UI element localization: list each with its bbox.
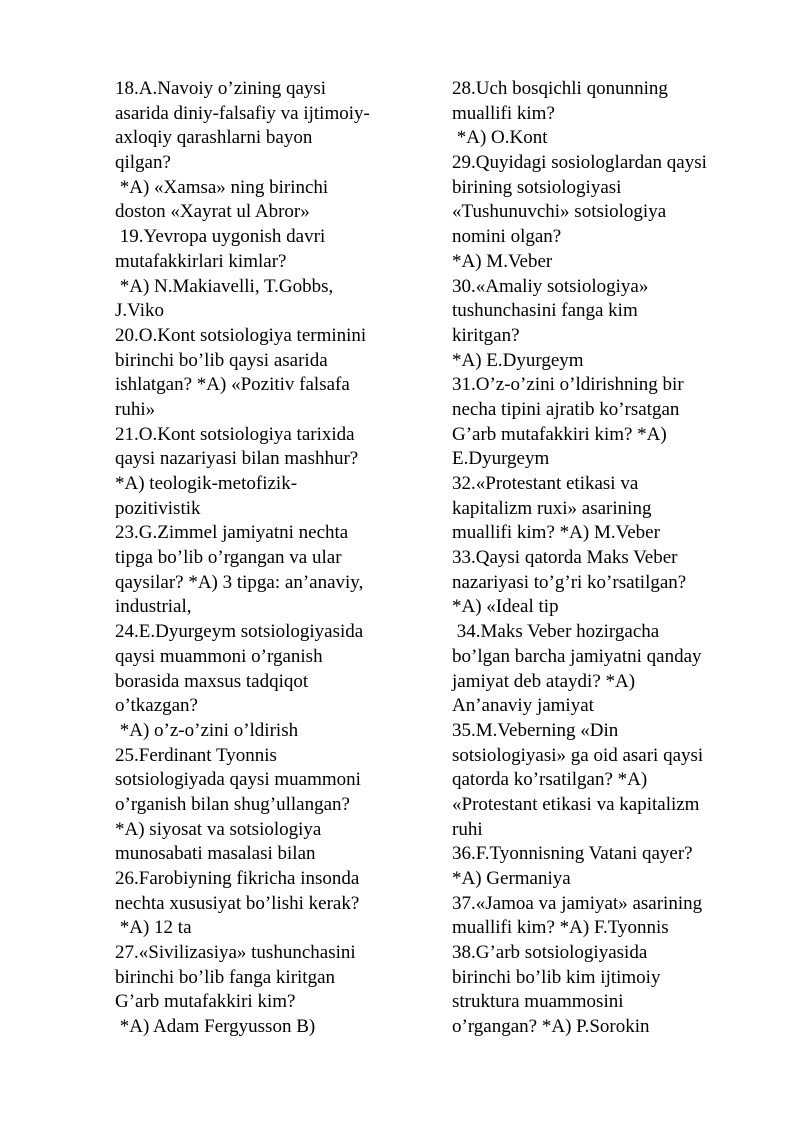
text-line: o’rgangan? *A) P.Sorokin <box>452 1016 650 1038</box>
text-line: qilgan? <box>115 152 171 174</box>
text-line: 23.G.Zimmel jamiyatni nechta <box>115 522 349 544</box>
text-line: *A) O.Kont <box>452 127 548 149</box>
text-line: *A) E.Dyurgeym <box>452 349 584 371</box>
text-line: muallifi kim? *A) F.Tyonnis <box>452 917 669 939</box>
text-line: *A) Adam Fergyusson B) <box>115 1016 316 1038</box>
text-line: o’rganish bilan shug’ullangan? <box>115 793 350 815</box>
text-line: An’anaviy jamiyat <box>452 695 594 717</box>
text-line: birinchi bo’lib fanga kiritgan <box>115 966 336 988</box>
text-line: *A) M.Veber <box>452 250 553 272</box>
text-line: sotsiologiyasi» ga oid asari qaysi <box>452 744 704 766</box>
text-line: qaysi muammoni o’rganish <box>115 645 323 667</box>
text-line: 36.F.Tyonnisning Vatani qayer? <box>452 843 693 865</box>
text-line: jamiyat deb ataydi? *A) <box>452 670 636 692</box>
text-line: kapitalizm ruxi» asarining <box>452 497 652 519</box>
text-line: 25.Ferdinant Tyonnis <box>115 744 277 766</box>
text-line: «Protestant etikasi va kapitalizm <box>452 793 700 815</box>
text-line: qaysilar? *A) 3 tipga: an’anaviy, <box>115 571 364 593</box>
text-line: ruhi <box>452 818 483 840</box>
text-line: 18.A.Navoiy o’zining qaysi <box>115 78 327 99</box>
text-line: tipga bo’lib o’rgangan va ular <box>115 547 342 569</box>
right-text-column <box>452 77 752 1040</box>
text-line: industrial, <box>115 596 192 618</box>
text-line: 32.«Protestant etikasi va <box>452 473 639 494</box>
text-line: struktura muammosini <box>452 991 624 1013</box>
text-line: doston «Xayrat ul Abror» <box>115 201 310 223</box>
text-line: *A) Germaniya <box>452 868 571 889</box>
text-line: «Tushunuvchi» sotsiologiya <box>452 201 667 223</box>
text-line: tushunchasini fanga kim <box>452 300 638 322</box>
text-line: o’tkazgan? <box>115 695 198 717</box>
text-line: 26.Farobiyning fikricha insonda <box>115 868 360 889</box>
text-line: J.Viko <box>115 300 165 322</box>
text-line: *A) «Xamsa» ning birinchi <box>115 176 329 198</box>
text-line: kiritgan? <box>452 324 520 346</box>
text-line: asarida diniy-falsafiy va ijtimoiy- <box>115 102 370 124</box>
text-line: 35.M.Veberning «Din <box>452 719 619 741</box>
text-line: 33.Qaysi qatorda Maks Veber <box>452 547 678 569</box>
text-line: nazariyasi to’g’ri ko’rsatilgan? <box>452 571 687 593</box>
text-line: G’arb mutafakkiri kim? *A) <box>452 423 667 445</box>
text-line: *A) 12 ta <box>115 917 192 939</box>
text-line: *A) N.Makiavelli, T.Gobbs, <box>115 275 334 297</box>
text-line: mutafakkirlari kimlar? <box>115 250 287 272</box>
text-line: muallifi kim? <box>452 102 555 124</box>
text-line: nomini olgan? <box>452 226 562 248</box>
text-line: muallifi kim? *A) M.Veber <box>452 522 660 544</box>
text-line: E.Dyurgeym <box>452 448 550 470</box>
text-line: birining sotsiologiyasi <box>452 176 622 198</box>
text-line: 31.O’z-o’zini o’ldirishning bir <box>452 374 684 396</box>
text-line: birinchi bo’lib qaysi asarida <box>115 349 328 371</box>
text-line: 28.Uch bosqichli qonunning <box>452 78 668 99</box>
text-line: ruhi» <box>115 398 156 420</box>
text-line: axloqiy qarashlarni bayon <box>115 127 313 149</box>
text-line: 24.E.Dyurgeym sotsiologiyasida <box>115 621 364 643</box>
text-line: 21.O.Kont sotsiologiya tarixida <box>115 423 355 445</box>
text-line: 37.«Jamoa va jamiyat» asarining <box>452 892 703 914</box>
text-line: munosabati masalasi bilan <box>115 843 316 865</box>
text-line: *A) teologik-metofizik- <box>115 473 298 494</box>
text-line: 34.Maks Veber hozirgacha <box>452 621 660 643</box>
text-line: borasida maxsus tadqiqot <box>115 670 309 692</box>
text-line: ishlatgan? *A) «Pozitiv falsafa <box>115 374 350 396</box>
text-line: *A) o’z-o’zini o’ldirish <box>115 719 299 741</box>
text-line: *A) «Ideal tip <box>452 596 559 618</box>
text-line: 30.«Amaliy sotsiologiya» <box>452 275 649 297</box>
text-line: nechta xususiyat bo’lishi kerak? <box>115 892 360 914</box>
text-line: birinchi bo’lib kim ijtimoiy <box>452 966 661 988</box>
text-line: 27.«Sivilizasiya» tushunchasini <box>115 942 356 964</box>
text-line: 38.G’arb sotsiologiyasida <box>452 942 648 964</box>
text-line: G’arb mutafakkiri kim? <box>115 991 296 1013</box>
text-line: 19.Yevropa uygonish davri <box>115 226 326 248</box>
left-text-column <box>115 77 415 1040</box>
text-line: pozitivistik <box>115 497 201 519</box>
text-line: bo’lgan barcha jamiyatni qanday <box>452 645 702 667</box>
text-line: 29.Quyidagi sosiologlardan qaysi <box>452 152 707 174</box>
text-line: sotsiologiyada qaysi muammoni <box>115 769 361 791</box>
text-line: qaysi nazariyasi bilan mashhur? <box>115 448 359 470</box>
text-line: necha tipini ajratib ko’rsatgan <box>452 398 680 420</box>
text-line: 20.O.Kont sotsiologiya terminini <box>115 324 367 346</box>
text-line: qatorda ko’rsatilgan? *A) <box>452 769 648 791</box>
text-line: *A) siyosat va sotsiologiya <box>115 818 322 840</box>
